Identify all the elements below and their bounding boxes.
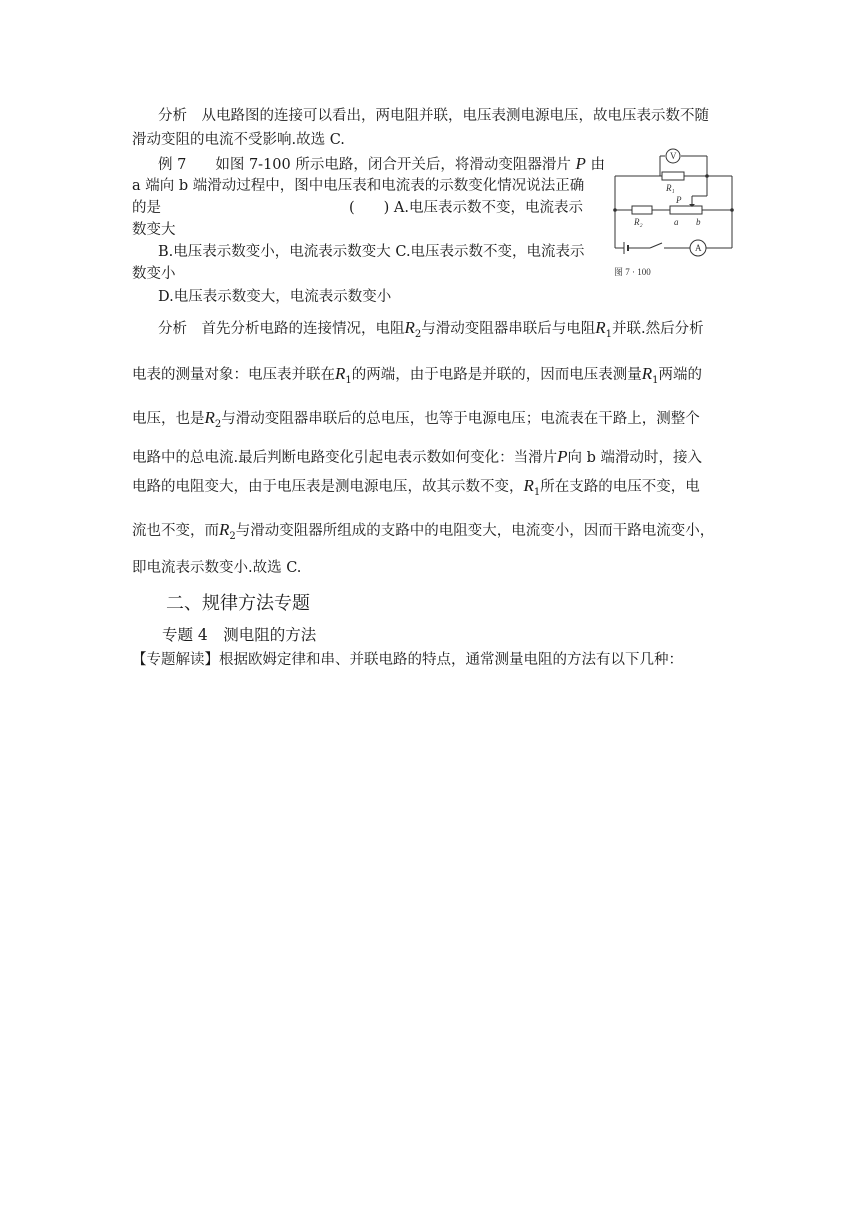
analysis2-line-2 [132, 364, 702, 387]
example7-options-a: ( ) A.电压表示数不变，电流表示 [349, 200, 584, 216]
subscript: 1 [652, 375, 659, 386]
r1-label: R₁ [666, 183, 675, 193]
example7-text: 例 7 如图 7-100 所示电路，闭合开关后，将滑动变阻器滑片 [158, 157, 571, 173]
analysis2-line-3 [132, 408, 700, 431]
example7-text: 由 [590, 157, 605, 173]
example7-line-5: B.电压表示数变小，电流表示数变大 C.电压表示数不变，电流表示 [158, 244, 585, 260]
example7-line-2: a 端向 b 端滑动过程中，图中电压表和电流表的示数变化情况说法正确 [132, 178, 585, 194]
subscript: 1 [605, 329, 613, 340]
text: 电路中的总电流.最后判断电路变化引起电表示数如何变化：当滑片 [132, 450, 558, 466]
subscript: 2 [229, 531, 236, 542]
analysis2-line-1 [158, 318, 704, 341]
analysis2-line-7: 即电流表示数变小.故选 C. [132, 560, 302, 576]
symbol-r: R [404, 318, 415, 337]
text: 并联.然后分析 [612, 321, 704, 337]
text: 电表的测量对象：电压表并联在 [132, 367, 335, 383]
text: 电压，也是 [132, 411, 205, 427]
voltmeter-label: V [670, 151, 677, 161]
text: 电路的电阻变大，由于电压表是测电源电压，故其示数不变， [132, 479, 524, 495]
example7-line-7: D.电压表示数变大，电流表示数变小 [158, 289, 392, 305]
text: 所在支路的电压不变，电 [540, 479, 700, 495]
r2-label: R₂ [634, 217, 643, 227]
analysis2-line-5 [132, 476, 700, 499]
text: 与滑动变阻器所组成的支路中的电阻变大，电流变小，因而干路电流变小， [235, 523, 715, 539]
symbol-r: R [641, 364, 653, 383]
text: 两端的 [658, 367, 703, 383]
topic-heading: 专题 4 测电阻的方法 [162, 626, 317, 644]
text: 与滑动变阻器串联后的总电压，也等于电源电压；电流表在干路上，测整个 [221, 411, 700, 427]
analysis2-line-6 [132, 520, 714, 543]
text: 的两端，由于电路是并联的，因而电压表测量 [351, 367, 642, 383]
analysis-line-2: 滑动变阻的电流不受影响.故选 C. [132, 132, 345, 148]
analysis2-line-4 [132, 447, 702, 468]
example7-line-6: 数变小 [132, 266, 176, 282]
end-a-label: a [674, 217, 679, 227]
example7-line-3 [132, 198, 583, 218]
ammeter-label: A [695, 243, 702, 253]
example7-text: 的是 [132, 200, 161, 216]
symbol-r: R [595, 318, 606, 337]
section-heading: 二、规律方法专题 [166, 593, 310, 614]
text: 与滑动变阻器串联后与电阻 [421, 321, 596, 337]
subscript: 2 [214, 419, 222, 430]
text: 流也不变，而 [132, 523, 219, 539]
symbol-r: R [335, 364, 346, 383]
symbol-p: P [557, 447, 568, 466]
text: 向 b 端滑动时，接入 [567, 450, 702, 466]
subscript: 1 [533, 487, 541, 498]
symbol-r: R [523, 476, 534, 495]
subscript: 2 [414, 329, 422, 340]
symbol-r: R [219, 520, 230, 539]
subscript: 1 [345, 375, 352, 386]
end-b-label: b [696, 217, 701, 227]
slider-symbol-p: P [575, 154, 586, 173]
symbol-r: R [204, 408, 215, 427]
circuit-diagram [612, 148, 737, 278]
figure-caption: 图 7 · 100 [614, 267, 651, 277]
topic-intro: 【专题解读】根据欧姆定律和串、并联电路的特点，通常测量电阻的方法有以下几种： [132, 652, 683, 668]
analysis-line-1: 分析 从电路图的连接可以看出，两电阻并联，电压表测电源电压，故电压表示数不随 [158, 108, 709, 124]
circuit-figure [612, 148, 737, 278]
slider-p-label: P [676, 195, 682, 205]
example7-line-1 [158, 154, 605, 175]
example7-line-4: 数变大 [132, 222, 176, 238]
text: 分析 首先分析电路的连接情况，电阻 [158, 321, 405, 337]
